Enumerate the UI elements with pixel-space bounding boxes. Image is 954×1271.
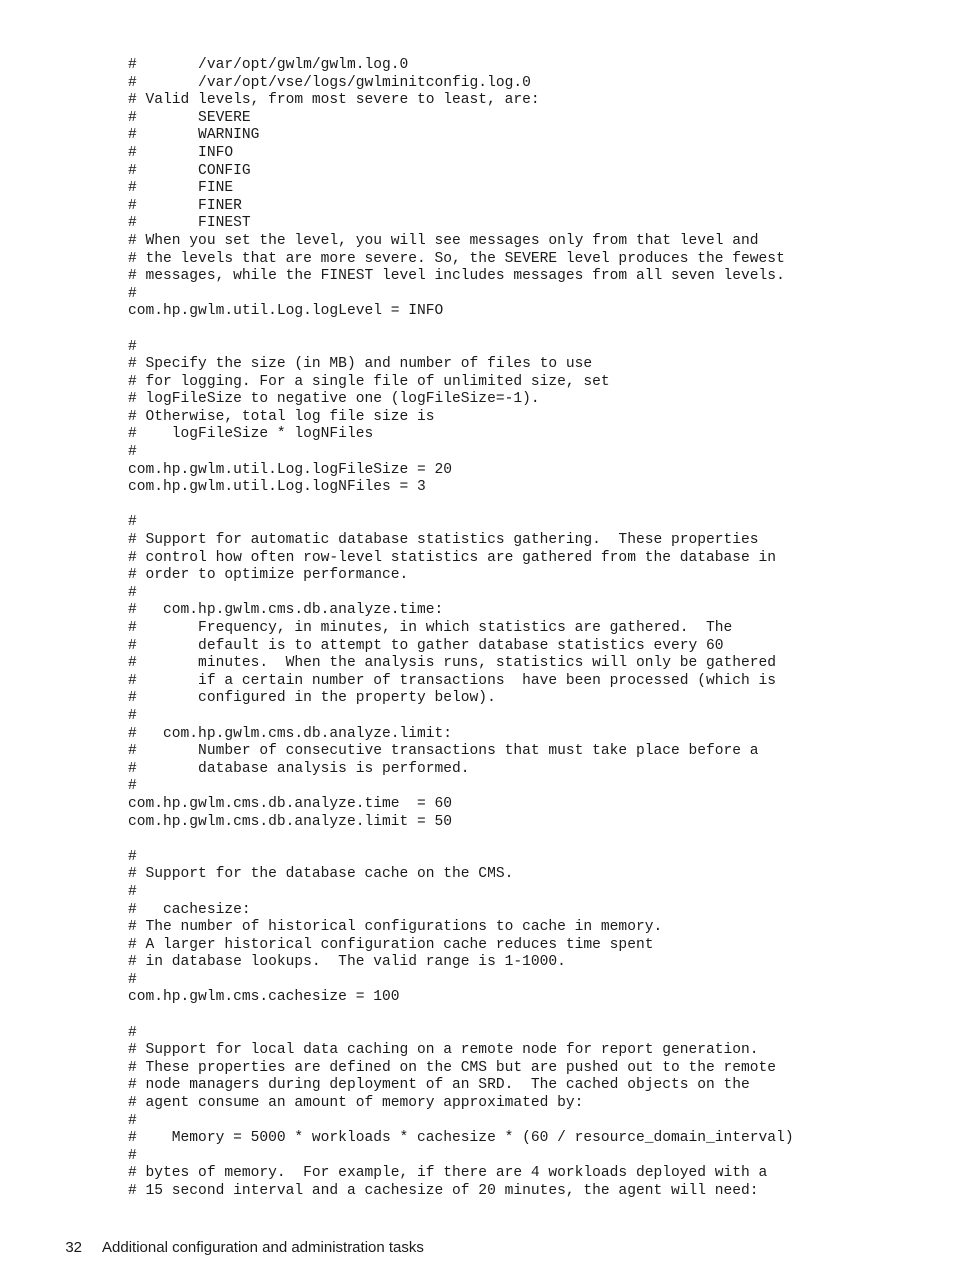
code-line: # Support for local data caching on a remote node for report generation. — [128, 1042, 759, 1059]
code-line: # SEVERE — [128, 109, 251, 126]
code-line: # — [128, 848, 137, 865]
code-line: # — [128, 883, 137, 900]
code-line: # When you set the level, you will see messages only from that level and — [128, 232, 759, 249]
code-line: # A larger historical configuration cache reduces time spent — [128, 936, 654, 953]
code-line: # control how often row-level statistics are gathered from the database in — [128, 549, 777, 566]
code-line: # INFO — [128, 144, 234, 161]
code-line: # These properties are defined on the CMS but are pushed out to the remote — [128, 1059, 777, 1076]
code-line: # FINEST — [128, 215, 251, 232]
code-line — [128, 1007, 794, 1025]
code-line: # logFileSize * logNFiles — [128, 426, 374, 443]
code-line: com.hp.gwlm.cms.cachesize = 100 — [128, 989, 400, 1006]
code-line: # The number of historical configurations to cache in memory. — [128, 919, 663, 936]
code-line: # node managers during deployment of an SRD. The cached objects on the — [128, 1077, 750, 1094]
code-line: com.hp.gwlm.util.Log.logFileSize = 20 — [128, 461, 453, 478]
code-line: # — [128, 514, 137, 531]
code-line: # bytes of memory. For example, if there are 4 workloads deployed with a — [128, 1165, 768, 1182]
code-line: # — [128, 285, 137, 302]
code-line: # Support for automatic database statistics gathering. These properties — [128, 532, 759, 549]
code-line: # the levels that are more severe. So, the SEVERE level produces the fewest — [128, 250, 785, 267]
code-line: com.hp.gwlm.util.Log.logLevel = INFO — [128, 303, 444, 320]
code-line: # — [128, 971, 137, 988]
code-line: # logFileSize to negative one (logFileSize=-1). — [128, 391, 540, 408]
code-line: # FINER — [128, 197, 242, 214]
code-line: # — [128, 1147, 137, 1164]
code-line: # — [128, 338, 137, 355]
page-number: 32 — [65, 1239, 83, 1256]
code-line: # Specify the size (in MB) and number of files to use — [128, 356, 593, 373]
code-line: # — [128, 1024, 137, 1041]
code-line: # — [128, 707, 137, 724]
code-line: # minutes. When the analysis runs, statistics will only be gathered — [128, 655, 777, 672]
code-line: # WARNING — [128, 127, 260, 144]
code-line: # com.hp.gwlm.cms.db.analyze.time: — [128, 602, 444, 619]
code-line: # order to optimize performance. — [128, 567, 409, 584]
code-line: # for logging. For a single file of unlimited size, set — [128, 373, 610, 390]
code-line: # agent consume an amount of memory approximated by: — [128, 1095, 584, 1112]
code-line: # — [128, 584, 137, 601]
code-line — [128, 497, 794, 515]
code-line: # com.hp.gwlm.cms.db.analyze.limit: — [128, 725, 453, 742]
code-line: # Otherwise, total log file size is — [128, 408, 435, 425]
code-line: # default is to attempt to gather database statistics every 60 — [128, 637, 724, 654]
config-code-block — [128, 57, 794, 1201]
code-line — [128, 321, 794, 339]
code-line: # — [128, 444, 137, 461]
code-line: # /var/opt/vse/logs/gwlminitconfig.log.0 — [128, 74, 531, 91]
code-line: # FINE — [128, 180, 234, 197]
code-line: # configured in the property below). — [128, 690, 496, 707]
code-line: # cachesize: — [128, 901, 251, 918]
code-line: # — [128, 1112, 137, 1129]
code-line: # database analysis is performed. — [128, 760, 470, 777]
code-line: # Number of consecutive transactions that must take place before a — [128, 743, 759, 760]
code-line: # in database lookups. The valid range is 1-1000. — [128, 954, 566, 971]
code-line — [128, 831, 794, 849]
code-line: # — [128, 778, 137, 795]
code-line: com.hp.gwlm.util.Log.logNFiles = 3 — [128, 479, 426, 496]
code-line: # CONFIG — [128, 162, 251, 179]
code-line: # 15 second interval and a cachesize of 20 minutes, the agent will need: — [128, 1183, 759, 1199]
code-line: # Valid levels, from most severe to least, are: — [128, 92, 540, 109]
code-line: # Support for the database cache on the CMS. — [128, 866, 514, 883]
code-line: com.hp.gwlm.cms.db.analyze.time = 60 — [128, 795, 453, 812]
page-footer — [57, 1222, 424, 1256]
code-line: # /var/opt/gwlm/gwlm.log.0 — [128, 57, 409, 73]
code-line: # messages, while the FINEST level includes messages from all seven levels. — [128, 268, 785, 285]
code-line: # if a certain number of transactions have been processed (which is — [128, 672, 777, 689]
code-line: # Memory = 5000 * workloads * cachesize * (60 / resource_domain_interval) — [128, 1130, 794, 1147]
code-line: # Frequency, in minutes, in which statistics are gathered. The — [128, 620, 733, 636]
code-line: com.hp.gwlm.cms.db.analyze.limit = 50 — [128, 813, 453, 830]
section-title: Additional configuration and administration tasks — [102, 1239, 424, 1256]
